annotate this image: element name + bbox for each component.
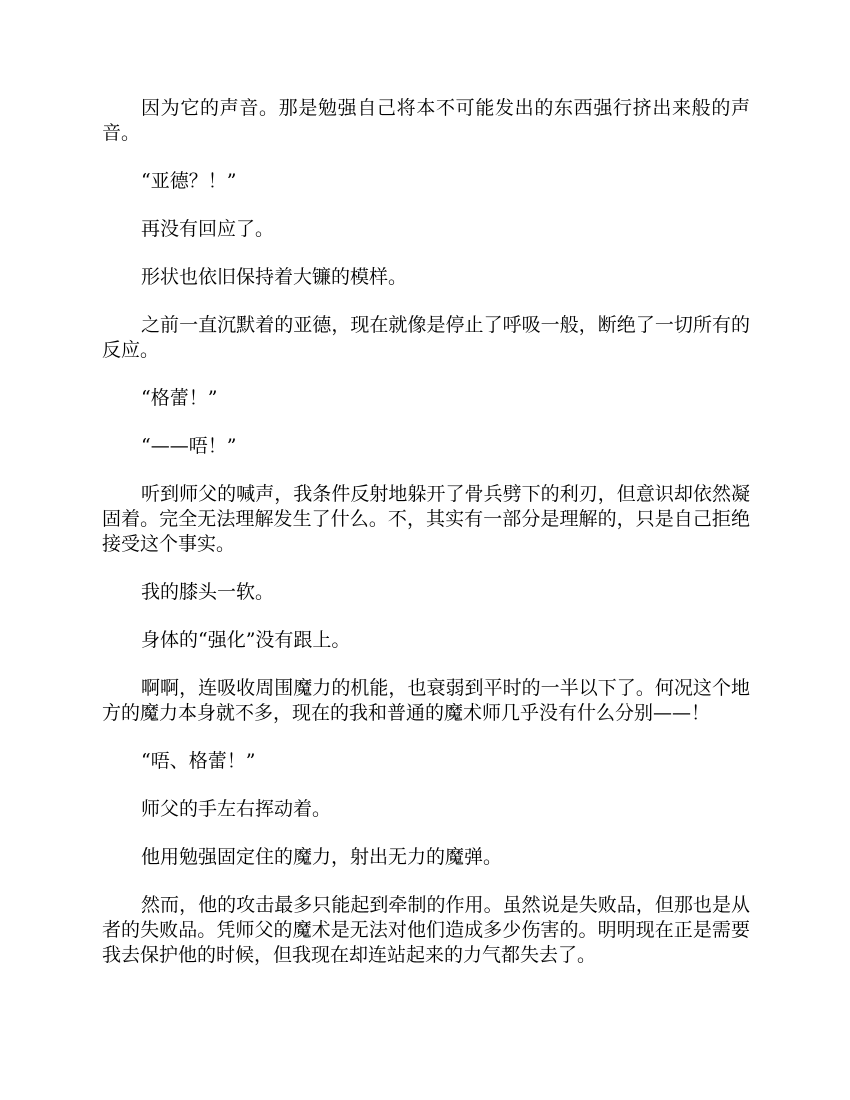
- paragraph: 啊啊，连吸收周围魔力的机能，也衰弱到平时的一半以下了。何况这个地方的魔力本身就不多，现在的我和普通的魔术师几乎没有什么分别——！: [102, 677, 750, 724]
- paragraph: 他用勉强固定住的魔力，射出无力的魔弹。: [141, 846, 503, 868]
- paragraph: 因为它的声音。那是勉强自己将本不可能发出的东西强行挤出来般的声音。: [102, 97, 750, 144]
- paragraph: 我的膝头一软。: [141, 581, 275, 603]
- paragraph: “唔、格蕾！”: [141, 750, 256, 772]
- paragraph: “亚德？！”: [141, 170, 237, 192]
- paragraph: 师父的手左右挥动着。: [141, 798, 332, 820]
- paragraph: 然而，他的攻击最多只能起到牵制的作用。虽然说是失败品，但那也是从者的失败品。凭师父的魔术是无法对他们造成多少伤害的。明明现在正是需要我去保护他的时候，但我现在却连站起来的力气都失去了。: [102, 894, 750, 966]
- paragraph: “——唔！”: [141, 435, 237, 457]
- paragraph: 之前一直沉默着的亚德，现在就像是停止了呼吸一般，断绝了一切所有的反应。: [102, 314, 750, 361]
- document-page: [102, 0, 750, 991]
- paragraph: 再没有回应了。: [141, 218, 275, 240]
- paragraph: 形状也依旧保持着大镰的模样。: [141, 266, 408, 288]
- paragraph: “格蕾！”: [141, 387, 218, 409]
- paragraph: 听到师父的喊声，我条件反射地躲开了骨兵劈下的利刃，但意识却依然凝固着。完全无法理解发生了什么。不，其实有一部分是理解的，只是自己拒绝接受这个事实。: [102, 483, 750, 555]
- paragraph: 身体的“强化”没有跟上。: [141, 629, 351, 651]
